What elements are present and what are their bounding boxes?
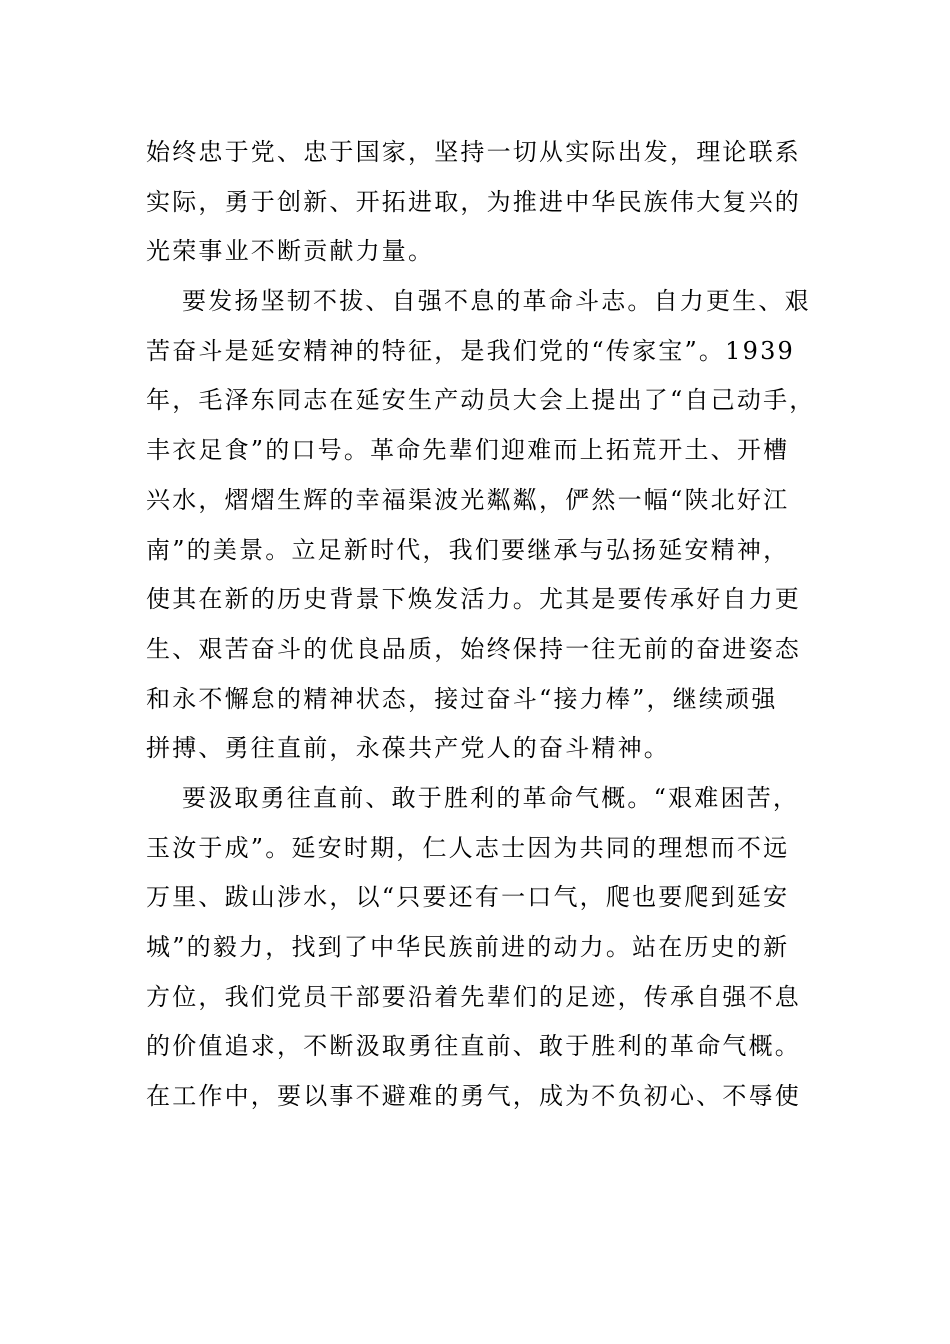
text-line: 的价值追求，不断汲取勇往直前、敢于胜利的革命气概。 [146,1032,801,1061]
text-line: 方位，我们党员干部要沿着先辈们的足迹，传承自强不息 [146,982,801,1011]
paragraph-start-line: 要汲取勇往直前、敢于胜利的革命气概。“艰难困苦， [182,783,800,812]
text-line: 玉汝于成”。延安时期，仁人志士因为共同的理想而不远 [146,833,790,862]
text-line: 始终忠于党、忠于国家，坚持一切从实际出发，理论联系 [146,138,801,166]
text-line: 城”的毅力，找到了中华民族前进的动力。站在历史的新 [146,933,790,961]
text-line: 年，毛泽东同志在延安生产动员大会上提出了“自己动手， [146,386,816,415]
text-line: 生、艰苦奋斗的优良品质，始终保持一往无前的奋进姿态 [146,634,801,663]
text-line: 和永不懈怠的精神状态，接过奋斗“接力棒”，继续顽强 [146,684,778,713]
text-line: 南”的美景。立足新时代，我们要继承与弘扬延安精神， [146,535,790,564]
text-line: 在工作中，要以事不避难的勇气，成为不负初心、不辱使 [146,1082,801,1111]
document-body [146,128,816,1122]
paragraph-start-line: 要发扬坚韧不拔、自强不息的革命斗志。自力更生、艰 [182,287,811,316]
text-line: 兴水，熠熠生辉的幸福渠波光粼粼，俨然一幅“陕北好江 [146,485,790,514]
text-line: 万里、跋山涉水，以“只要还有一口气，爬也要爬到延安 [146,883,790,912]
text-line: 实际，勇于创新、开拓进取，为推进中华民族伟大复兴的 [146,187,801,216]
text-line: 苦奋斗是延安精神的特征，是我们党的“传家宝”。1939 [146,336,796,365]
text-line: 光荣事业不断贡献力量。 [146,237,435,266]
text-line: 使其在新的历史背景下焕发活力。尤其是要传承好自力更 [146,585,801,614]
text-line: 拼搏、勇往直前，永葆共产党人的奋斗精神。 [146,734,670,763]
text-line: 丰衣足食”的口号。革命先辈们迎难而上拓荒开土、开槽 [146,436,790,465]
